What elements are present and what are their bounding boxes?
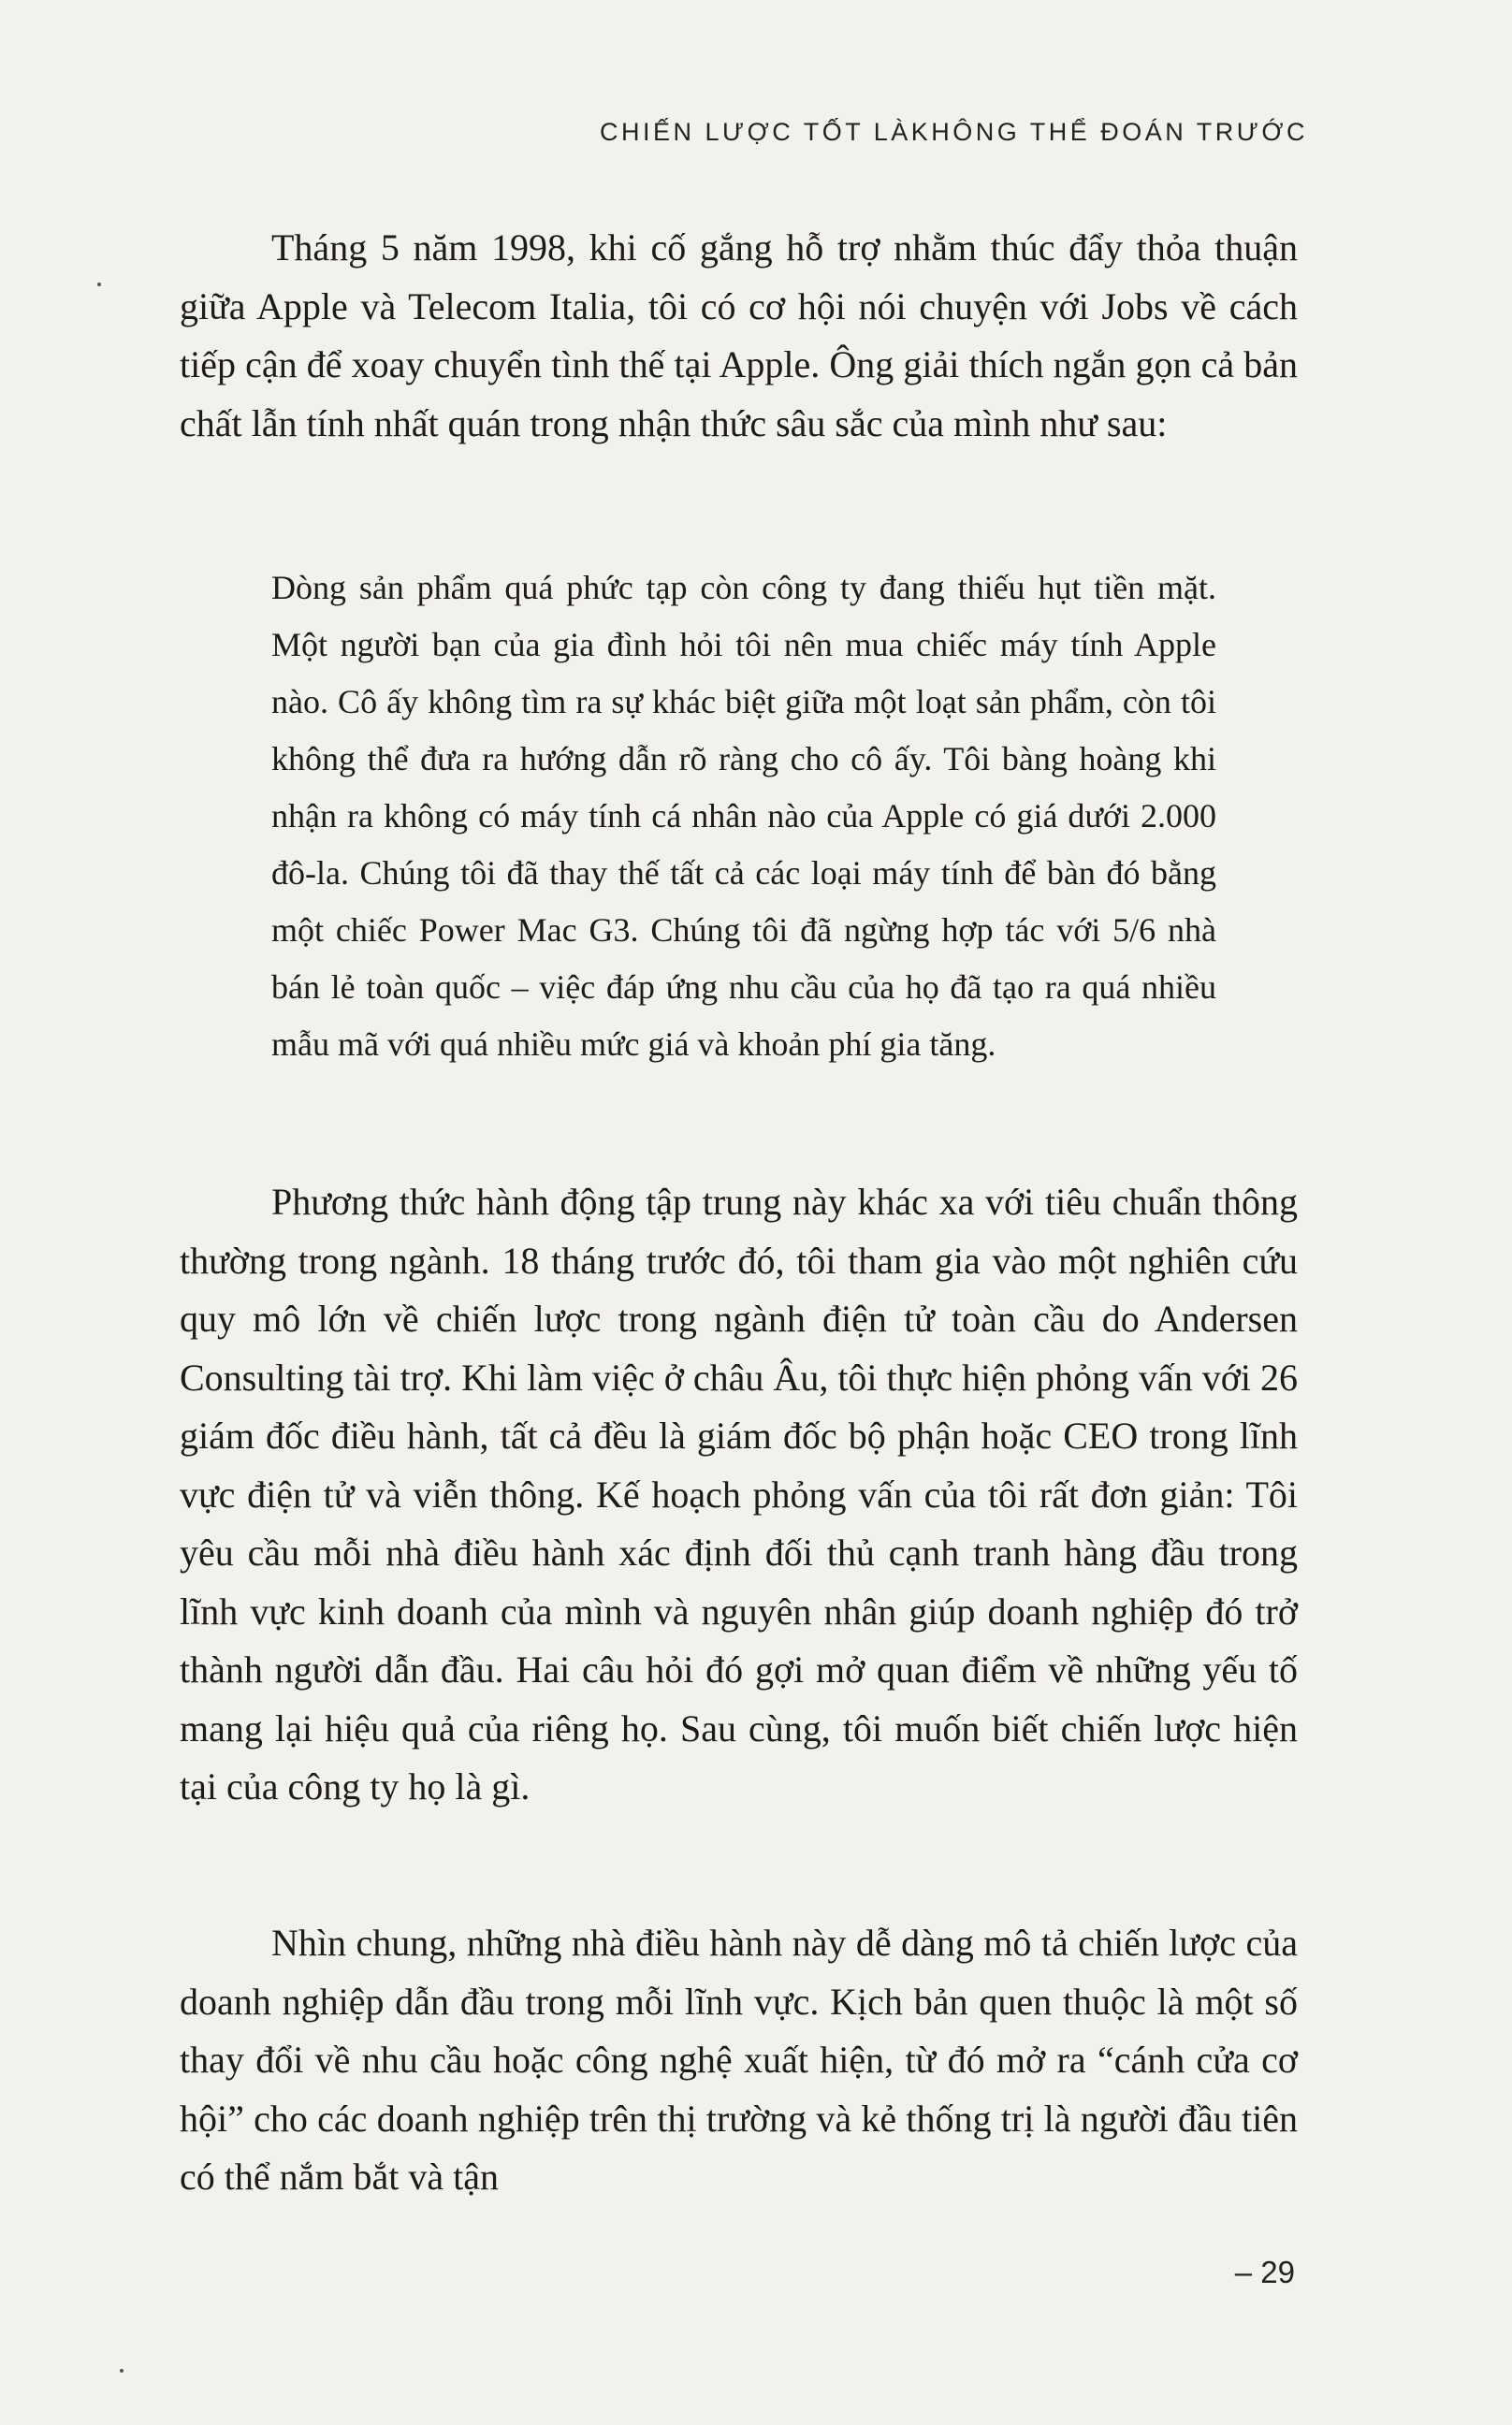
paragraph-3-text: Nhìn chung, những nhà điều hành này dễ dàng mô tả chiến lược của doanh nghiệp dẫn đầu trong mỗi lĩnh vực. Kịch bản quen thuộc là một số thay đổi về nhu cầu hoặc công nghệ xuất hiện, từ đó mở ra “cánh cửa cơ hội” cho các doanh nghiệp trên thị trường và kẻ thống trị là người đầu tiên có thể nắm bắt và tận <box>180 1922 1298 2198</box>
paragraph-1 <box>180 219 1298 453</box>
paragraph-2-text: Phương thức hành động tập trung này khác xa với tiêu chuẩn thông thường trong ngành. 18 tháng trước đó, tôi tham gia vào một nghiên cứu quy mô lớn về chiến lược trong ngành điện tử toàn cầu do Andersen Consulting tài trợ. Khi làm việc ở châu Âu, tôi thực hiện phỏng vấn với 26 giám đốc điều hành, tất cả đều là giám đốc bộ phận hoặc CEO trong lĩnh vực điện tử và viễn thông. Kế hoạch phỏng vấn của tôi rất đơn giản: Tôi yêu cầu mỗi nhà điều hành xác định đối thủ cạnh tranh hàng đầu trong lĩnh vực kinh doanh của mình và nguyên nhân giúp doanh nghiệp đó trở thành người dẫn đầu. Hai câu hỏi đó gợi mở quan điểm về những yếu tố mang lại hiệu quả của riêng họ. Sau cùng, tôi muốn biết chiến lược hiện tại của công ty họ là gì. <box>180 1181 1298 1808</box>
paper-speck <box>120 2369 124 2373</box>
paper-speck <box>97 283 101 286</box>
paragraph-3 <box>180 1914 1298 2207</box>
paragraph-2 <box>180 1173 1298 1817</box>
block-quote <box>271 559 1216 1073</box>
page-number: – 29 <box>1234 2255 1295 2289</box>
running-head: CHIẾN LƯỢC TỐT LÀKHÔNG THỂ ĐOÁN TRƯỚC <box>599 118 1308 146</box>
paragraph-1-text: Tháng 5 năm 1998, khi cố gắng hỗ trợ nhằm thúc đẩy thỏa thuận giữa Apple và Telecom Italia, tôi có cơ hội nói chuyện với Jobs về cách tiếp cận để xoay chuyển tình thế tại Apple. Ông giải thích ngắn gọn cả bản chất lẫn tính nhất quán trong nhận thức sâu sắc của mình như sau: <box>180 226 1298 444</box>
block-quote-text: Dòng sản phẩm quá phức tạp còn công ty đang thiếu hụt tiền mặt. Một người bạn của gia đình hỏi tôi nên mua chiếc máy tính Apple nào. Cô ấy không tìm ra sự khác biệt giữa một loạt sản phẩm, còn tôi không thể đưa ra hướng dẫn rõ ràng cho cô ấy. Tôi bàng hoàng khi nhận ra không có máy tính cá nhân nào của Apple có giá dưới 2.000 đô-la. Chúng tôi đã thay thế tất cả các loại máy tính để bàn đó bằng một chiếc Power Mac G3. Chúng tôi đã ngừng hợp tác với 5/6 nhà bán lẻ toàn quốc – việc đáp ứng nhu cầu của họ đã tạo ra quá nhiều mẫu mã với quá nhiều mức giá và khoản phí gia tăng. <box>271 569 1216 1063</box>
